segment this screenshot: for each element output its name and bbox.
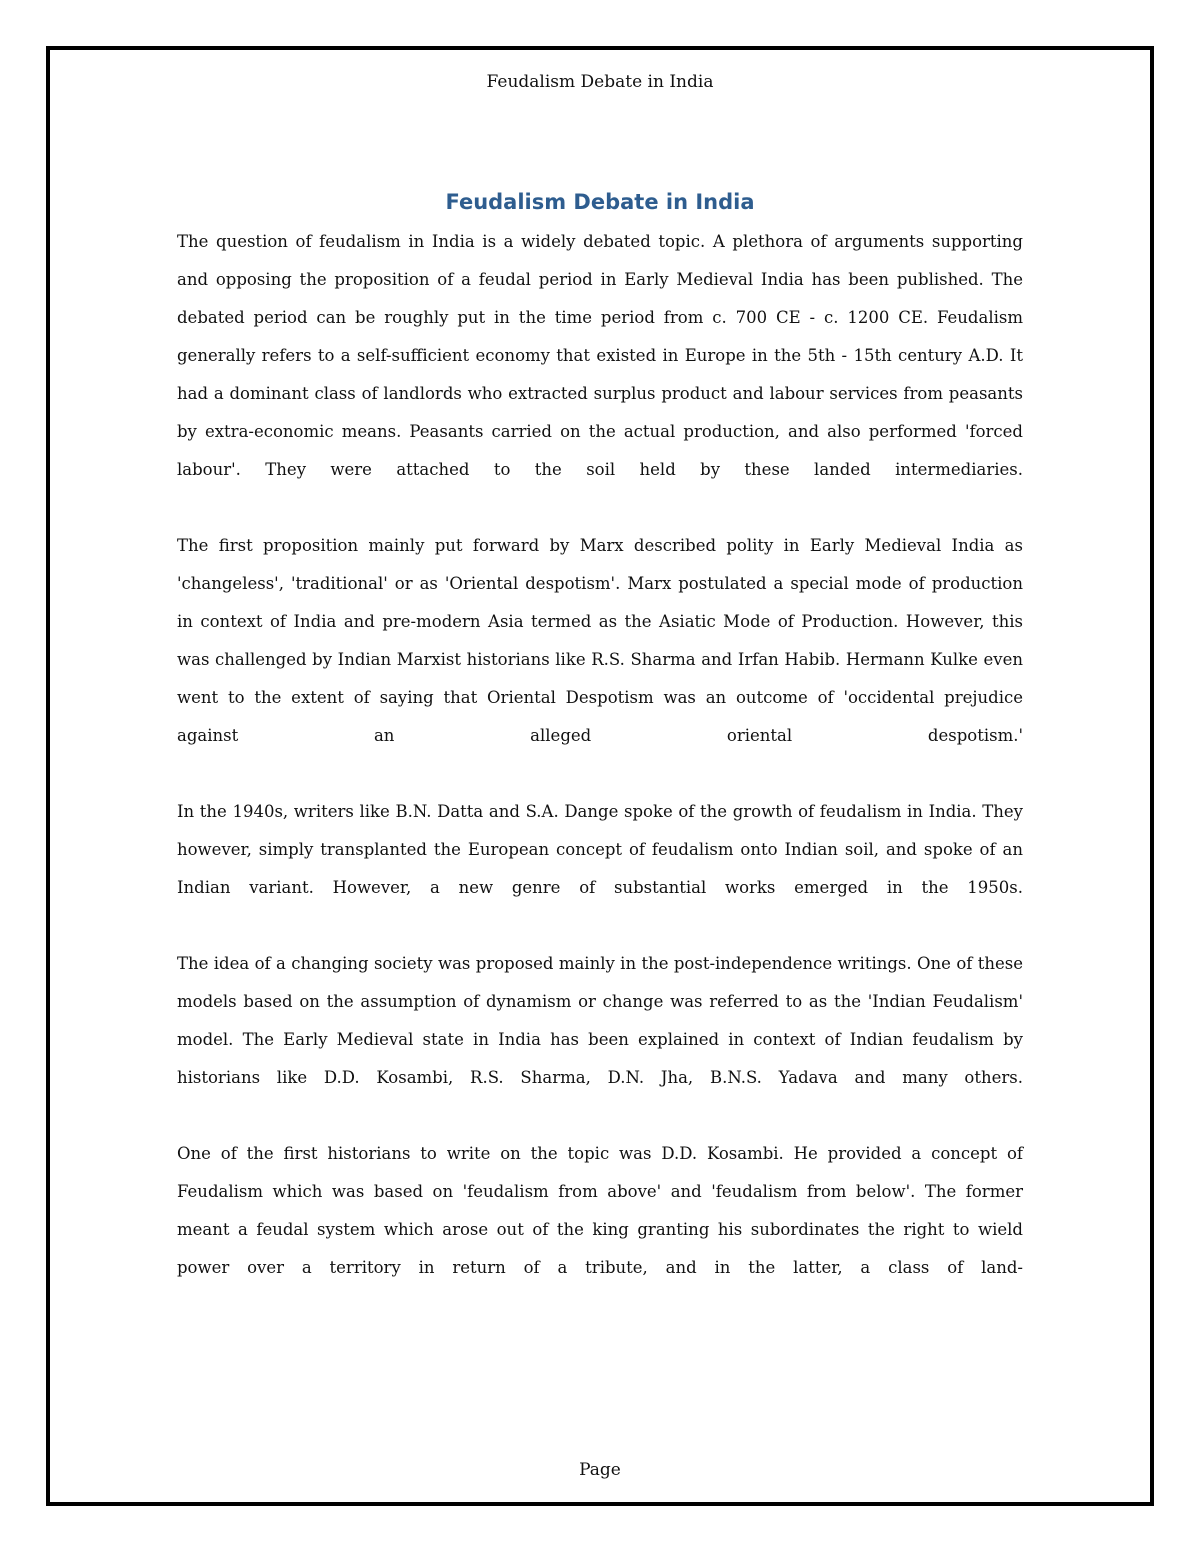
paragraph: The question of feudalism in India is a widely debated topic. A plethora of arguments supporting and opposing the proposition of a feudal period in Early Medieval India has been published. The debated period can be roughly put in the time period from c. 700 CE - c. 1200 CE. Feudalism generally refers to a self-sufficient economy that existed in Europe in the 5th - 15th century A.D. It had a dominant class of landlords who extracted surplus product and labour services from peasants by extra-economic means. Peasants carried on the actual production, and also performed 'forced labour'. They were attached to the soil held by these landed intermediaries. [177, 232, 1023, 479]
document-title: Feudalism Debate in India [445, 190, 755, 214]
paragraph: The first proposition mainly put forward by Marx described polity in Early Medieval India as 'changeless', 'traditional' or as 'Oriental despotism'. Marx postulated a special mode of production in context of India and pre-modern Asia termed as the Asiatic Mode of Production. However, this was challenged by Indian Marxist historians like R.S. Sharma and Irfan Habib. Hermann Kulke even went to the extent of saying that Oriental Despotism was an outcome of 'occidental prejudice against an alleged oriental despotism.' [177, 536, 1023, 745]
running-header: Feudalism Debate in India [486, 72, 714, 92]
paragraph: In the 1940s, writers like B.N. Datta and S.A. Dange spoke of the growth of feudalism in India. They however, simply transplanted the European concept of feudalism onto Indian soil, and spoke of an Indian variant. However, a new genre of substantial works emerged in the 1950s. [177, 802, 1023, 897]
page-footer: Page [579, 1460, 621, 1480]
paragraph: The idea of a changing society was proposed mainly in the post-independence writings. One of these models based on the assumption of dynamism or change was referred to as the 'Indian Feudalism' model. The Early Medieval state in India has been explained in context of Indian feudalism by historians like D.D. Kosambi, R.S. Sharma, D.N. Jha, B.N.S. Yadava and many others. [177, 954, 1023, 1087]
document-body [177, 223, 1023, 1287]
paragraph: One of the first historians to write on the topic was D.D. Kosambi. He provided a concept of Feudalism which was based on 'feudalism from above' and 'feudalism from below'. The former meant a feudal system which arose out of the king granting his subordinates the right to wield power over a territory in return of a tribute, and in the latter, a class of land- [177, 1144, 1023, 1277]
